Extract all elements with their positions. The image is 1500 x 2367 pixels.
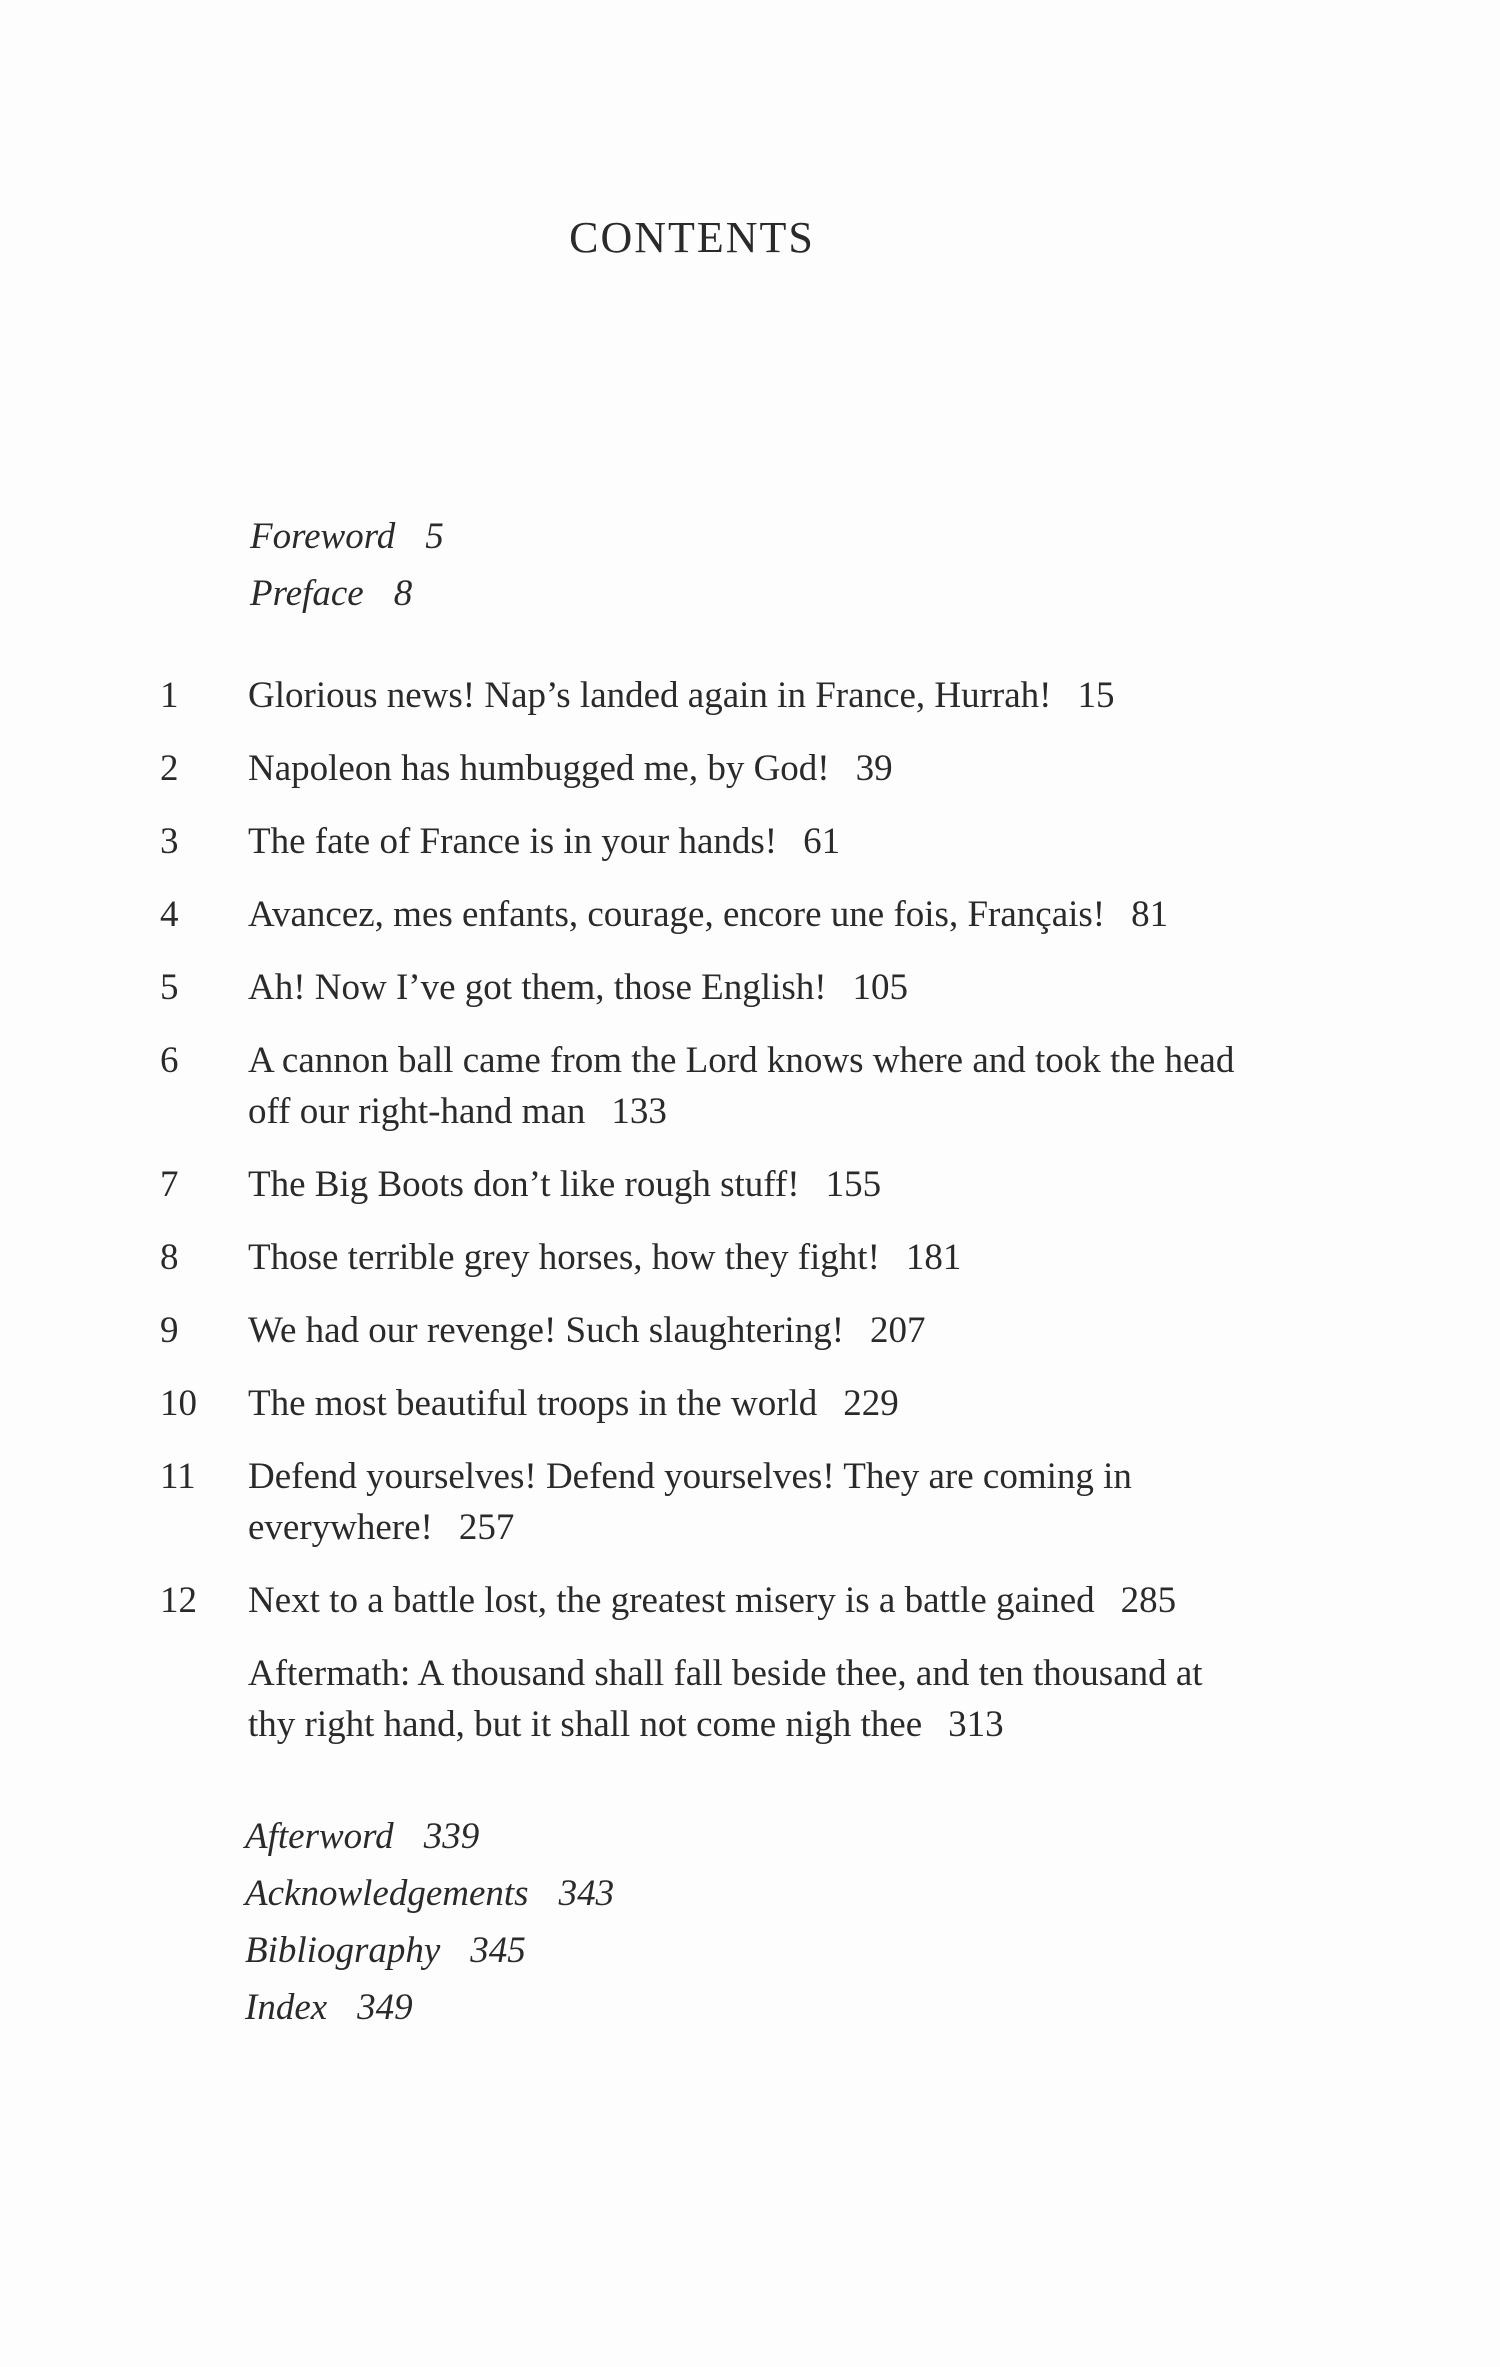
- chapter-entry-3: [160, 816, 1320, 867]
- chapter-number: 5: [160, 967, 179, 1008]
- chapter-title: The Big Boots don’t like rough stuff!: [248, 1164, 800, 1205]
- chapter-number: 11: [160, 1456, 196, 1497]
- chapter-entry-11: [160, 1451, 1320, 1553]
- chapter-number: 3: [160, 821, 179, 862]
- back-matter-label: Bibliography: [245, 1930, 441, 1971]
- chapter-title: Glorious news! Nap’s landed again in France, Hurrah!: [248, 675, 1052, 716]
- chapter-title: Defend yourselves! Defend yourselves! They are coming in everywhere!: [248, 1456, 1132, 1548]
- chapter-number: 12: [160, 1580, 197, 1621]
- chapter-entry-9: [160, 1305, 1320, 1356]
- chapter-entry-12: [160, 1575, 1320, 1626]
- chapter-entry-aftermath: [160, 1648, 1320, 1750]
- chapter-page: 257: [458, 1507, 515, 1548]
- chapter-title: Next to a battle lost, the greatest misery is a battle gained: [248, 1580, 1095, 1621]
- chapter-title: Ah! Now I’ve got them, those English!: [248, 967, 827, 1008]
- chapter-title: Avancez, mes enfants, courage, encore une fois, Français!: [248, 894, 1106, 935]
- chapter-entry-1: [160, 670, 1320, 721]
- back-matter-label: Acknowledgements: [245, 1873, 529, 1914]
- back-matter-page: 345: [470, 1930, 526, 1971]
- chapter-number: 1: [160, 675, 179, 716]
- back-matter-label: Afterword: [245, 1816, 394, 1857]
- front-matter-label: Foreword: [250, 516, 396, 557]
- chapter-entry-4: [160, 889, 1320, 940]
- chapter-entry-7: [160, 1159, 1320, 1210]
- chapter-entry-10: [160, 1378, 1320, 1429]
- chapter-entry-8: [160, 1232, 1320, 1283]
- chapter-title: The fate of France is in your hands!: [248, 821, 778, 862]
- chapter-number: 7: [160, 1164, 179, 1205]
- chapter-number: 8: [160, 1237, 179, 1278]
- chapter-page: 181: [905, 1237, 962, 1278]
- back-matter-page: 339: [423, 1816, 480, 1857]
- front-matter-label: Preface: [250, 573, 364, 614]
- chapter-page: 39: [855, 748, 893, 789]
- front-matter-item-foreword: [250, 508, 444, 565]
- chapter-title: Those terrible grey horses, how they fight!: [248, 1237, 880, 1278]
- chapter-title: We had our revenge! Such slaughtering!: [248, 1310, 845, 1351]
- chapter-number: 4: [160, 894, 179, 935]
- chapter-page: 61: [803, 821, 841, 862]
- back-matter-item-index: [245, 1979, 614, 2036]
- back-matter-item-bibliography: [245, 1922, 614, 1979]
- chapter-page: 15: [1077, 675, 1115, 716]
- chapter-entry-5: [160, 962, 1320, 1013]
- front-matter-item-preface: [250, 565, 444, 622]
- page-title: CONTENTS: [569, 213, 815, 262]
- chapter-title: Napoleon has humbugged me, by God!: [248, 748, 830, 789]
- chapter-page: 207: [870, 1310, 926, 1351]
- chapter-title: The most beautiful troops in the world: [248, 1383, 818, 1424]
- back-matter-label: Index: [245, 1987, 328, 2028]
- back-matter-list: [245, 1808, 614, 2036]
- back-matter-item-afterword: [245, 1808, 614, 1865]
- chapter-page: 133: [611, 1091, 667, 1132]
- front-matter-list: [250, 508, 444, 622]
- chapter-entry-2: [160, 743, 1320, 794]
- back-matter-page: 349: [357, 1987, 413, 2028]
- chapter-title: A cannon ball came from the Lord knows where and took the head off our right-hand man: [248, 1040, 1235, 1132]
- chapter-page: 105: [852, 967, 909, 1008]
- chapter-number: 9: [160, 1310, 179, 1351]
- front-matter-page: 5: [425, 516, 444, 557]
- back-matter-item-acknowledgements: [245, 1865, 614, 1922]
- chapter-number: 10: [160, 1383, 197, 1424]
- chapter-page: 229: [843, 1383, 899, 1424]
- chapter-entry-6: [160, 1035, 1320, 1137]
- chapter-number: 6: [160, 1040, 179, 1081]
- chapter-page: 313: [948, 1704, 1004, 1745]
- chapter-title: Aftermath: A thousand shall fall beside thee, and ten thousand at thy right hand, but it shall not come nigh thee: [248, 1653, 1203, 1745]
- chapter-page: 81: [1131, 894, 1169, 935]
- chapter-page: 155: [825, 1164, 882, 1205]
- front-matter-page: 8: [393, 573, 413, 614]
- chapter-number: 2: [160, 748, 179, 789]
- back-matter-page: 343: [558, 1873, 615, 1914]
- chapter-page: 285: [1120, 1580, 1177, 1621]
- chapter-list: [160, 670, 1320, 1772]
